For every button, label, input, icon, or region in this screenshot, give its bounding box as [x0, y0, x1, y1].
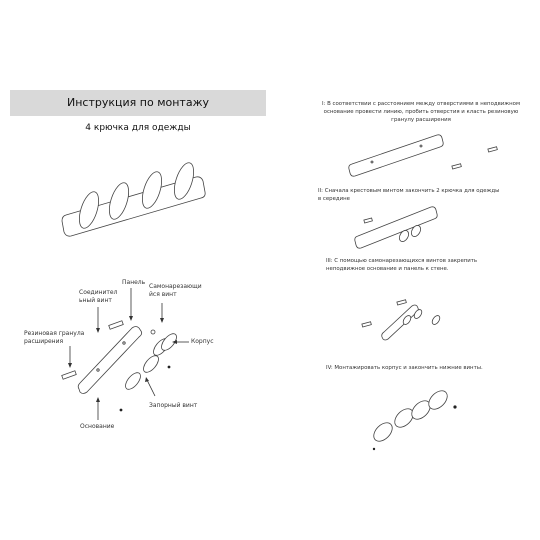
step-1-text: I: В соответствии с расстоянием между отверстиями в неподвижном основание провести линию, пробить отверстия и класть резиновую гранулу расширения — [321, 101, 521, 123]
lock-screw-1 — [120, 409, 123, 412]
exploded-diagram — [62, 288, 189, 420]
body-hook-2 — [141, 353, 162, 375]
step-2-drawing — [355, 207, 437, 248]
step-4-text: IV: Монтажировать корпус и закончить нижние винты. — [326, 365, 483, 371]
product-illustration — [62, 160, 205, 236]
page-title: Инструкция по монтажу — [67, 96, 209, 109]
label-lock-screw: Запорный винт — [149, 402, 198, 409]
self-tap-screw-head — [151, 330, 155, 334]
lock-screw-2 — [168, 366, 171, 369]
rubber-anchor-2 — [109, 321, 124, 330]
label-rubber-anchor: Резиновая гранула расширения — [24, 330, 85, 345]
step-4-drawing — [370, 387, 456, 450]
step-2-text: II: Сначала крестовым винтом закончить 2 крючка для одежды в середине — [318, 188, 500, 202]
label-panel: Панель — [122, 279, 146, 286]
body-hook-1 — [123, 370, 144, 392]
label-body: Корпус — [191, 338, 214, 345]
step-1-drawing — [349, 135, 498, 176]
label-connector-screw: Соединител ьный винт — [79, 289, 118, 304]
rubber-anchor-1 — [62, 371, 77, 380]
step-3-text: III: С помощью самонарезающихся винтов закрепить неподвижное основание и панель к стене. — [326, 258, 478, 272]
label-base: Основание — [80, 423, 115, 430]
step-3-drawing — [362, 300, 441, 340]
page-subtitle: 4 крючка для одежды — [85, 123, 191, 133]
label-self-tapping-screw: Самонарезающи йся винт — [149, 283, 202, 298]
